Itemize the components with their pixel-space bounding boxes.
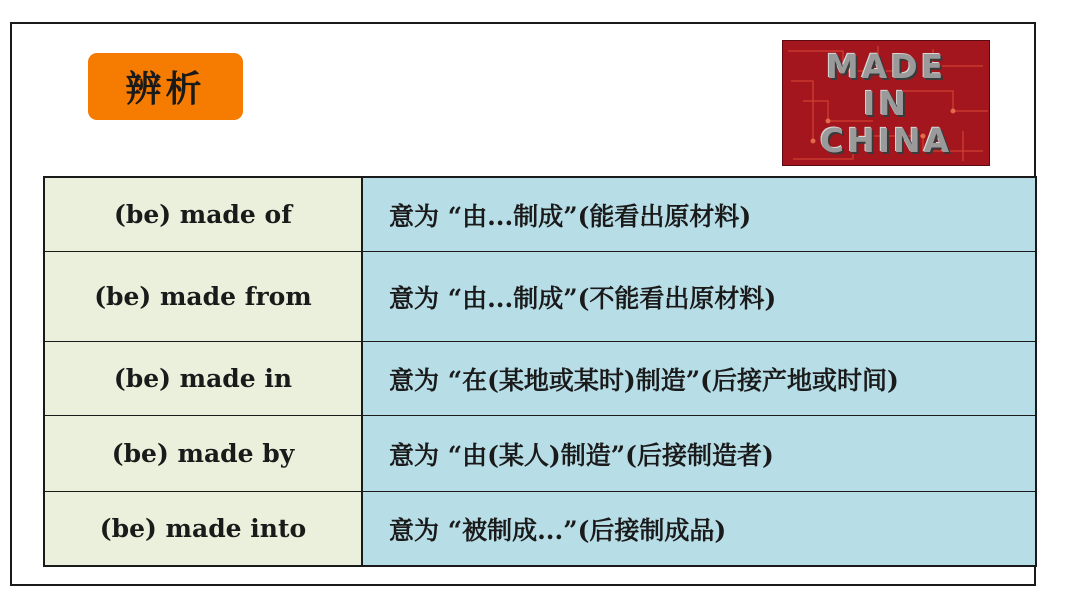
meaning-cell [363,492,1035,565]
term-text: (be) made in [113,364,293,393]
term-cell [45,252,363,342]
logo-lettering [783,41,989,165]
logo-line-in: IN [863,83,909,123]
term-text: (be) made of [114,200,292,229]
term-cell [45,178,363,252]
term-text: (be) made by [111,439,295,468]
term-text: (be) made into [99,514,307,543]
meaning-cell [363,252,1035,342]
meaning-cell [363,178,1035,252]
term-cell [45,416,363,492]
meaning-cell [363,342,1035,416]
meaning-text: 意为 “由...制成”(不能看出原材料) [389,283,777,313]
logo-line-china: CHINA [819,120,953,160]
logo-line-made: MADE [825,46,947,86]
meaning-text: 意为 “被制成...”(后接制成品) [389,515,727,545]
meaning-cell [363,416,1035,492]
title-text: 辨析 [125,68,206,110]
term-text: (be) made from [94,282,312,311]
comparison-table [43,176,1037,567]
title-badge [88,53,243,120]
term-cell [45,342,363,416]
term-cell [45,492,363,565]
meaning-text: 意为 “由(某人)制造”(后接制造者) [389,440,774,470]
made-in-china-logo [782,40,990,166]
meaning-text: 意为 “在(某地或某时)制造”(后接产地或时间) [389,365,899,395]
meaning-text: 意为 “由...制成”(能看出原材料) [389,201,752,231]
